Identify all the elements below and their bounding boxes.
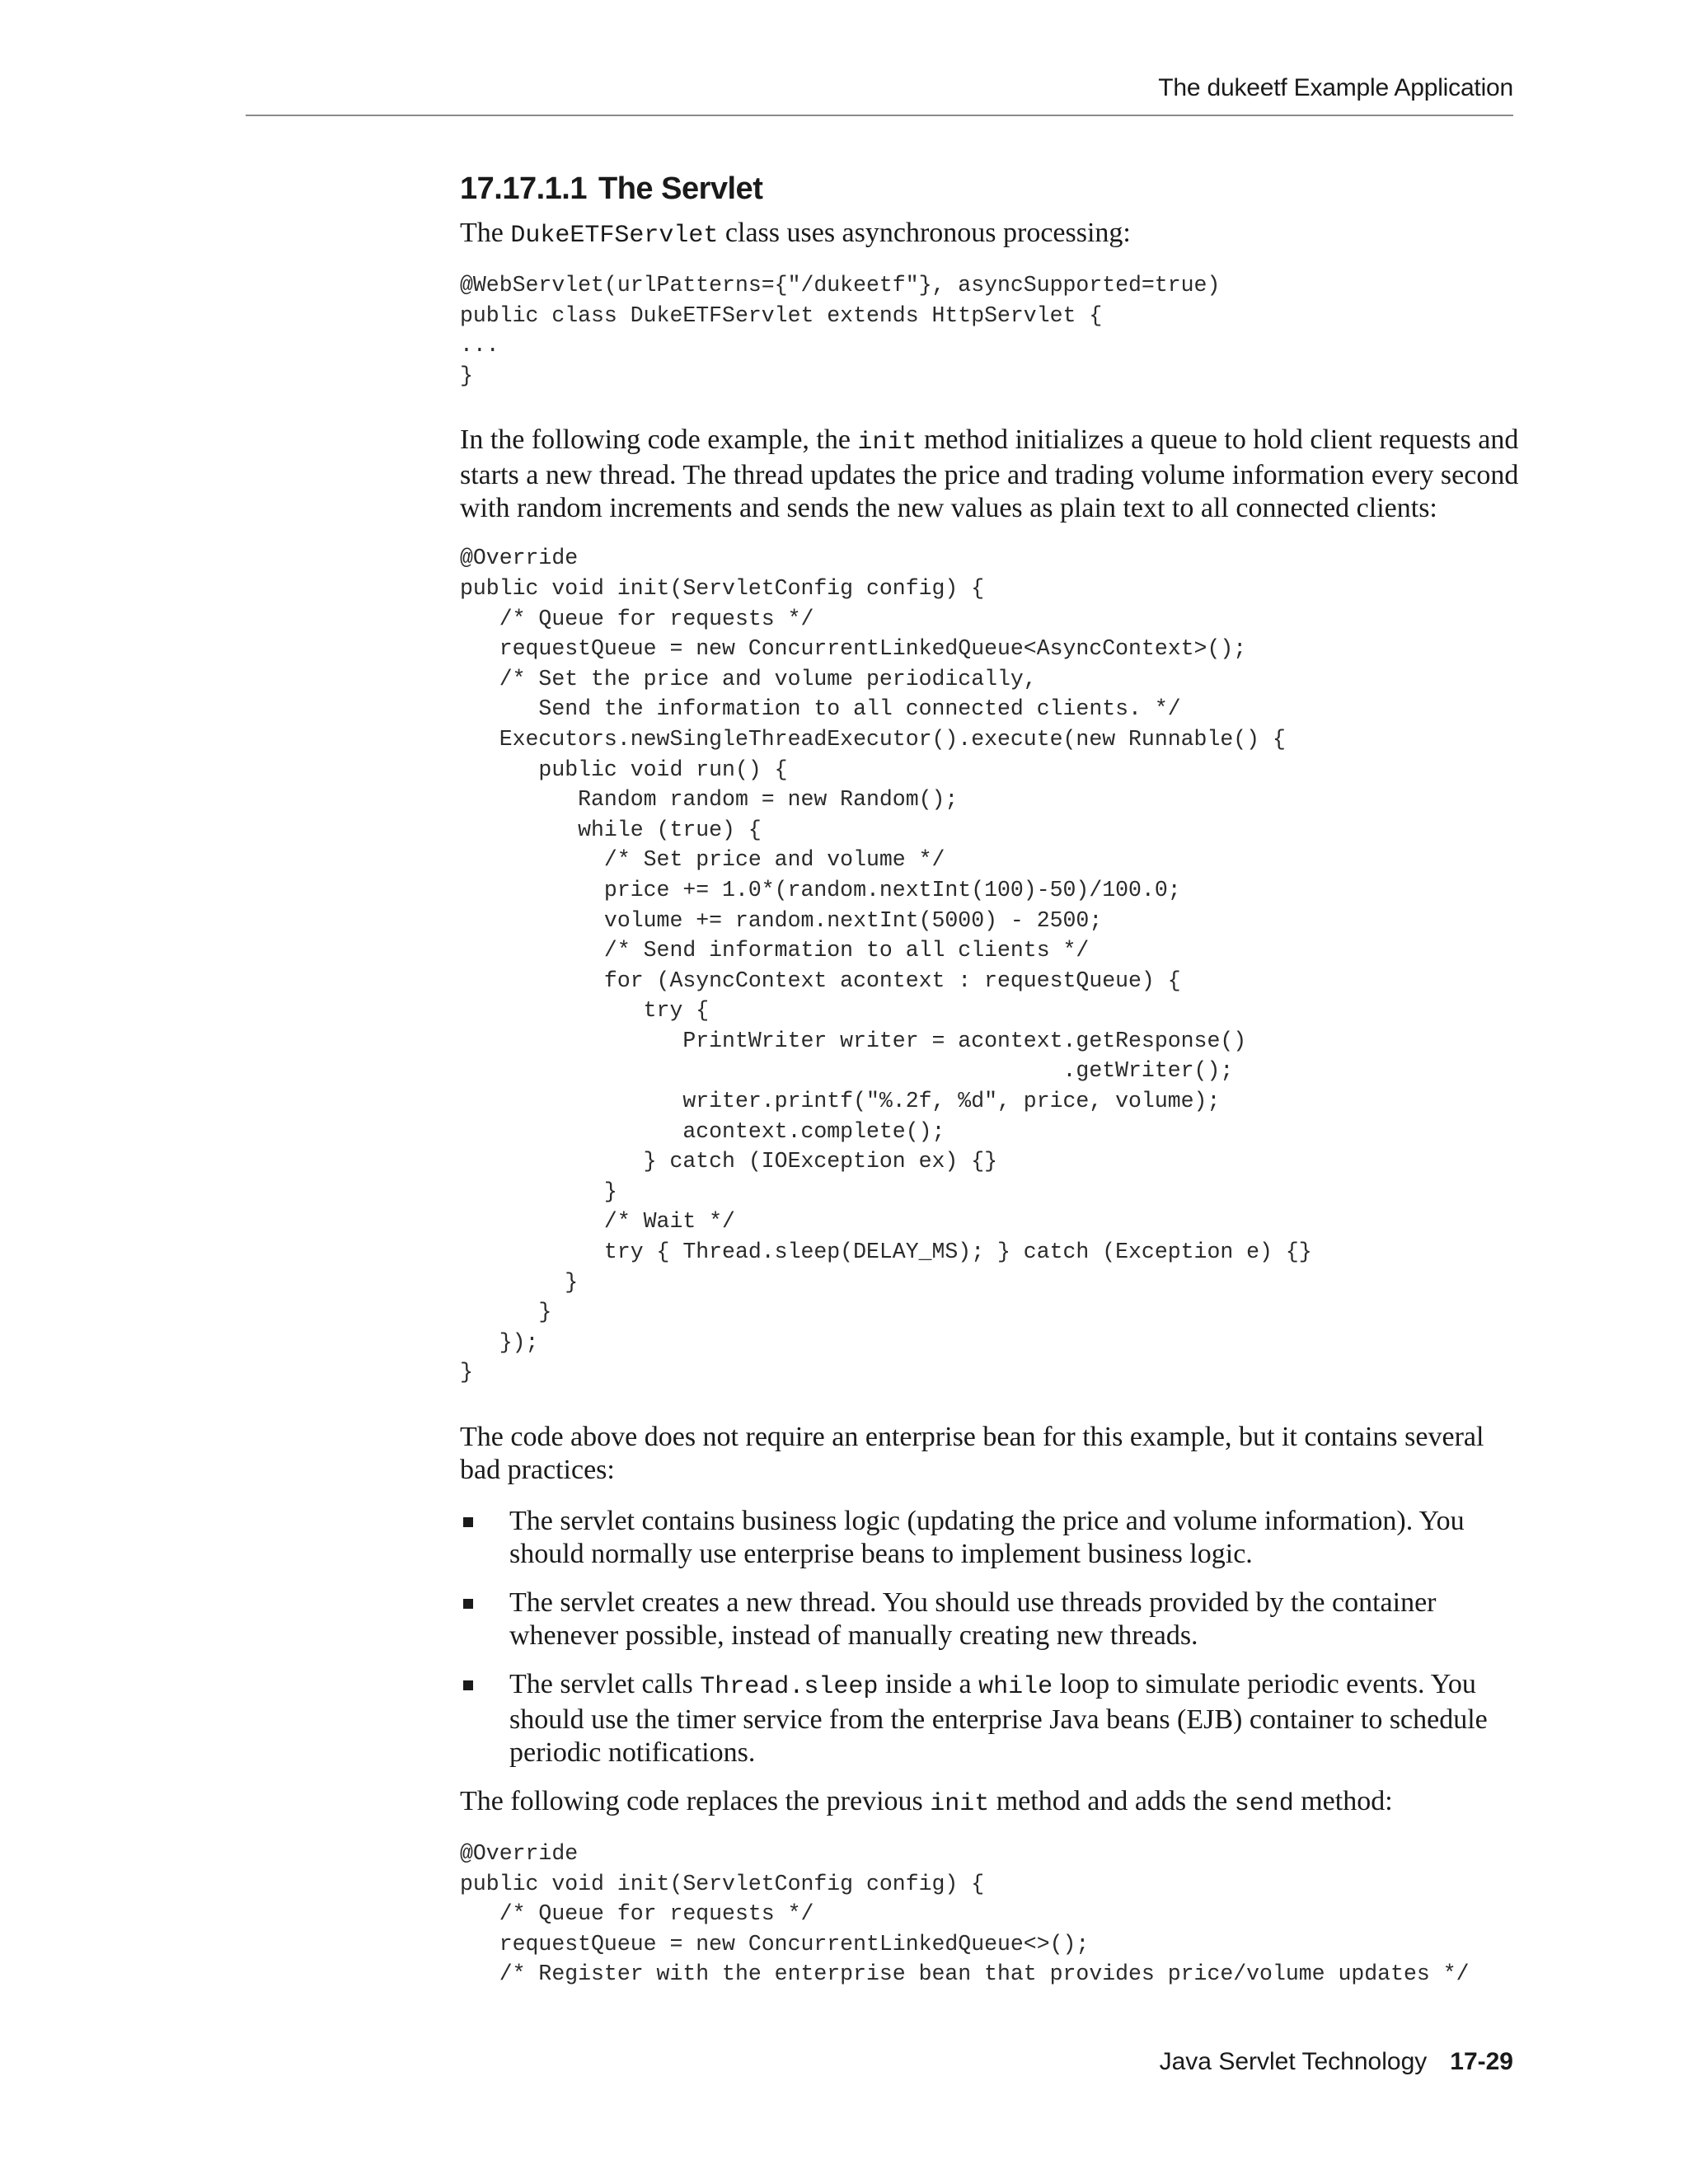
running-header: The dukeetf Example Application: [1158, 74, 1513, 101]
code-block-servlet-declaration: @WebServlet(urlPatterns={"/dukeetf"}, asyncSupported=true) public class DukeETFServlet extends HttpServlet { ... }: [460, 273, 1221, 388]
section-heading: [460, 169, 1523, 209]
list-item-text-pre: The servlet calls: [509, 1669, 701, 1699]
list-item: [460, 1668, 1523, 1769]
list-item-text: The servlet contains business logic (updating the price and volume information). You should normally use enterprise beans to implement business logic.: [509, 1506, 1465, 1569]
list-item-text: The servlet creates a new thread. You should use threads provided by the container whenever possible, instead of manually creating new threads.: [509, 1587, 1437, 1651]
para2-text-post: method initializes a queue to hold client requests and starts a new thread. The thread updates the price and trading volume information every second with random increments and sends the new values as plain text to all connected clients:: [460, 424, 1519, 524]
code-block-init-replacement: @Override public void init(ServletConfig config) { /* Queue for requests */ requestQueue = new ConcurrentLinkedQueue<>(); /* Register with the enterprise bean that provides price/volume updates */: [460, 1841, 1470, 1987]
intro-text-post: class uses asynchronous processing:: [718, 218, 1131, 248]
para4-text-mid: method and adds the: [989, 1786, 1235, 1816]
code-block-init-method: @Override public void init(ServletConfig config) { /* Queue for requests */ requestQueue = new ConcurrentLinkedQueue<AsyncContext>(); /* Set the price and volume periodically, Send the information to all connected clients. */ Executors.newSingleThreadExecutor().execute(new Runnable() { public void run() { Random random = new Random(); while (true) { /* Set price and volume */ price += 1.0*(random.nextInt(100)-50)/100.0; volume += random.nextInt(5000) - 2500; /* Send information to all clients */ for (AsyncContext acontext : requestQueue) { try { PrintWriter writer = acontext.getResponse() .getWriter(); writer.printf("%.2f, %d", price, volume); acontext.complete(); } catch (IOException ex) {} } /* Wait */ try { Thread.sleep(DELAY_MS); } catch (Exception e) {} } } }); }: [460, 546, 1312, 1385]
bad-practices-list: [460, 1505, 1523, 1769]
inline-code-while: while: [978, 1673, 1053, 1701]
bullet-square-icon: [463, 1680, 473, 1690]
bullet-square-icon: [463, 1599, 473, 1609]
page-content: [460, 169, 1523, 1990]
paragraph-init-description: [460, 424, 1523, 525]
para2-text-pre: In the following code example, the: [460, 424, 858, 456]
intro-text-pre: The: [460, 218, 511, 248]
bullet-square-icon: [463, 1517, 473, 1527]
list-item: [460, 1586, 1523, 1652]
paragraph-bad-practices: The code above does not require an enterprise bean for this example, but it contains several bad practices:: [460, 1422, 1484, 1485]
footer-title: Java Servlet Technology: [1159, 2048, 1428, 2075]
list-item: [460, 1505, 1523, 1571]
inline-code-thread-sleep: Thread.sleep: [700, 1673, 879, 1701]
inline-code-class: DukeETFServlet: [510, 222, 719, 250]
page-number: 17-29: [1450, 2048, 1513, 2075]
para4-text-post: method:: [1293, 1786, 1393, 1816]
section-number: 17.17.1.1: [460, 171, 587, 206]
section-title: The Servlet: [598, 171, 763, 206]
intro-paragraph: [460, 217, 1523, 252]
list-item-text-post: loop to simulate periodic events. You should use the timer service from the enterprise Java beans (EJB) container to schedule periodic notifications.: [509, 1669, 1488, 1768]
paragraph-replacement: [460, 1785, 1523, 1821]
header-rule: [246, 115, 1513, 116]
para4-text-pre: The following code replaces the previous: [460, 1786, 931, 1816]
inline-code-init-2: init: [930, 1790, 990, 1818]
inline-code-send: send: [1234, 1790, 1294, 1818]
list-item-text-mid: inside a: [878, 1669, 979, 1699]
inline-code-init: init: [857, 429, 917, 457]
page-footer: [0, 2048, 1513, 2076]
